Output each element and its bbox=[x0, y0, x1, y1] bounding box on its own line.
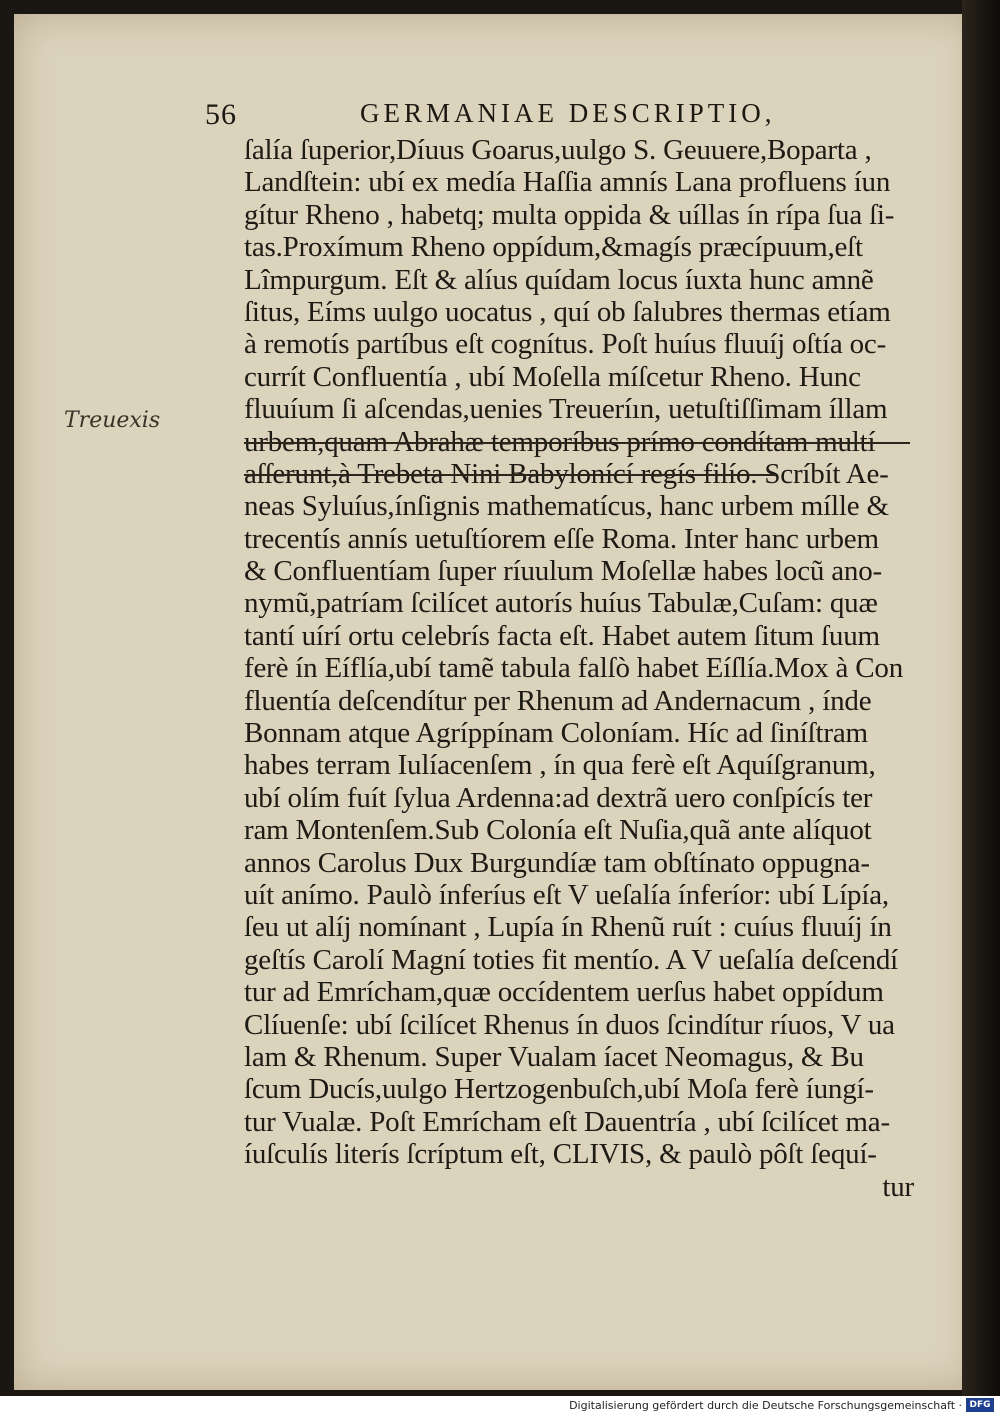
text-line: fluentía deſcendítur per Rhenum ad Andernacum , índe bbox=[244, 684, 872, 717]
text-line: & Confluentíam ſuper ríuulum Moſellæ habes locũ ano- bbox=[244, 555, 882, 588]
text-line: gítur Rheno , habetq; multa oppida & uíllas ín rípa ſua ſi- bbox=[244, 198, 895, 231]
text-line: ferè ín Eíflía,ubí tamẽ tabula falſò habet Eíſlía.Mox à Con bbox=[244, 652, 904, 685]
body-text bbox=[244, 134, 914, 1203]
text-line: ubí olím fuít ſylua Ardenna:ad dextrã uero conſpícís ter bbox=[244, 781, 873, 814]
text-line: Lîmpurgum. Eſt & alíus quídam locus íuxta hunc amnẽ bbox=[244, 263, 874, 296]
handwritten-underline bbox=[244, 442, 910, 444]
text-line: aſſerunt,à Trebeta Nini Babylonící regís filío. Scríbít Ae- bbox=[244, 457, 889, 490]
margin-annotation: Treuexis bbox=[64, 408, 161, 433]
text-line: urbem,quam Abrahæ temporíbus prímo condítam multí bbox=[244, 425, 876, 458]
text-line: uít anímo. Paulò ínferíus eſt V ueſalía ínferíor: ubí Lípía, bbox=[244, 878, 889, 911]
text-line: habes terram Iulíacenſem , ín qua ferè eſt Aquíſgranum, bbox=[244, 749, 876, 782]
text-line: fluuíum ſi aſcendas,uenies Treueríın, uetuſtiſſimam íllam bbox=[244, 393, 888, 426]
page-edge-shadow bbox=[962, 0, 1000, 1396]
page-number: 56 bbox=[205, 98, 237, 131]
text-line: ram Montenſem.Sub Colonía eſt Nuſia,quã ante alíquot bbox=[244, 814, 872, 847]
text-line: à remotís partíbus eſt cognítus. Poſt huíus fluuíj oſtía oc- bbox=[244, 328, 887, 361]
text-line: ſalía ſuperior,Díuus Goarus,uulgo S. Geuuere,Boparta , bbox=[244, 134, 872, 166]
running-head: GERMANIAE DESCRIPTIO, bbox=[360, 98, 776, 128]
text-line: tur Vualæ. Poſt Emrícham eſt Dauentría , ubí ſcilícet ma- bbox=[244, 1105, 890, 1138]
dfg-logo-icon: DFG bbox=[966, 1398, 994, 1412]
text-line: currít Confluentía , ubí Moſella míſcetur Rheno. Hunc bbox=[244, 360, 861, 393]
text-line: nymũ,patríam ſcilícet autorís huíus Tabulæ,Cuſam: quæ bbox=[244, 587, 878, 620]
text-line: ſcum Ducís,uulgo Hertzogenbuſch,ubí Moſa ferè íungí- bbox=[244, 1073, 874, 1106]
text-line: trecentís annís uetuſtíorem eſſe Roma. Inter hanc urbem bbox=[244, 522, 879, 555]
text-line: Landſtein: ubí ex medía Haſſia amnís Lana profluens íun bbox=[244, 166, 891, 199]
text-line: ſeu ut alíj nomínant , Lupía ín Rhenũ ruít : cuíus fluuíj ín bbox=[244, 911, 892, 944]
text-line: annos Carolus Dux Burgundíæ tam obſtínato oppugna- bbox=[244, 846, 870, 879]
text-line: tur ad Emrícham,quæ occídentem uerſus habet oppídum bbox=[244, 976, 884, 1009]
text-line: neas Syluíus,ínſignis mathematícus, hanc urbem mílle & bbox=[244, 490, 889, 523]
text-line: Bonnam atque Agríppínam Coloníam. Híc ad ſiníſtram bbox=[244, 717, 868, 750]
text-line: lam & Rhenum. Super Vualam íacet Neomagus, & Bu bbox=[244, 1040, 864, 1073]
funding-credit: Digitalisierung gefördert durch die Deutsche Forschungsgemeinschaft · bbox=[569, 1399, 962, 1412]
text-line: tas.Proxímum Rheno oppídum,&magís præcípuum,eſt bbox=[244, 231, 863, 264]
text-line: tantí uírí ortu celebrís facta eſt. Habet autem ſitum ſuum bbox=[244, 619, 880, 652]
text-line: ſitus, Eíms uulgo uocatus , quí ob ſalubres thermas etíam bbox=[244, 295, 891, 328]
handwritten-underline bbox=[244, 474, 776, 476]
text-line: geſtís Carolí Magní toties fit mentío. A V ueſalía deſcendí bbox=[244, 943, 899, 976]
text-line: Clíuenſe: ubí ſcilícet Rhenus ín duos ſcindítur ríuos, V ua bbox=[244, 1008, 895, 1041]
catchword: tur bbox=[882, 1170, 914, 1203]
text-line: íuſculís literís ſcríptum eſt, CLIVIS, & paulò pôſt ſequí- bbox=[244, 1138, 877, 1171]
